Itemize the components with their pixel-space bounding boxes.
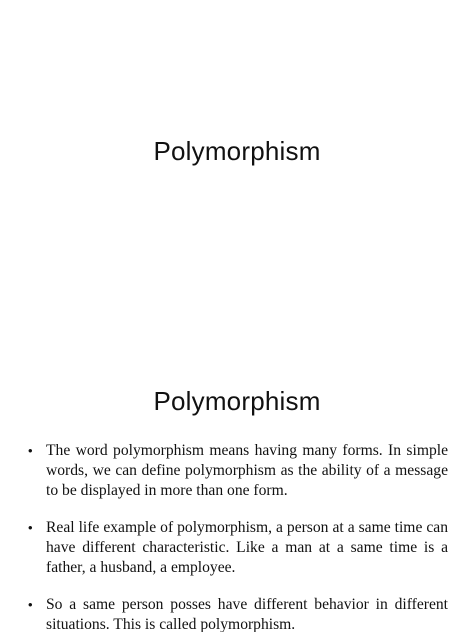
- bullet-item: [28, 441, 448, 501]
- slide-1-title: Polymorphism: [153, 136, 321, 166]
- bullet-dot-icon: •: [28, 520, 33, 535]
- bullet-item: [28, 518, 448, 578]
- bullet-text: The word polymorphism means having many forms. In simple words, we can define polymorphism as the ability of a message to be displayed in more than one form.: [46, 442, 448, 499]
- bullet-text: So a same person posses have different behavior in different situations. This is called polymorphism.: [46, 596, 448, 632]
- slide-2: [0, 356, 474, 632]
- bullet-dot-icon: •: [28, 443, 33, 458]
- bullet-item: [28, 595, 448, 632]
- bullet-dot-icon: •: [28, 597, 33, 612]
- slide-2-title: Polymorphism: [153, 386, 321, 416]
- bullet-list: [28, 441, 448, 632]
- bullet-text: Real life example of polymorphism, a person at a same time can have different characteristic. Like a man at a same time is a father, a husband, a employee.: [46, 519, 448, 576]
